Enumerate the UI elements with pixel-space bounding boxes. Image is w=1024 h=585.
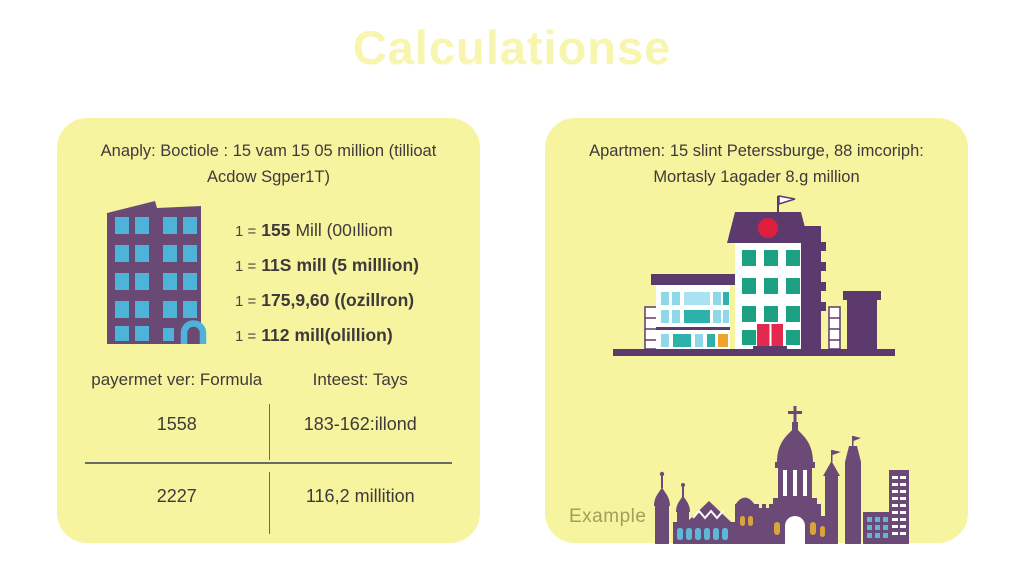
calc-item-3-rest: ((ozillron) <box>334 290 415 310</box>
calc-item-4-prefix: 1 = <box>235 328 257 345</box>
calc-item-2-value: 11S <box>261 255 292 275</box>
left-header-line2: Acdow Sgper1T) <box>207 168 330 186</box>
apartment-building-illustration <box>103 192 215 344</box>
table-row2-col2: 116,2 millition <box>305 486 415 506</box>
city-skyline-illustration <box>639 404 909 544</box>
table-row <box>85 414 452 435</box>
table-header-formula: payermet ver: Formula <box>91 370 263 389</box>
table-header-interest: Inteest: Tays <box>312 370 408 389</box>
page-title: Calculationse <box>352 21 672 74</box>
calc-item-2 <box>235 255 419 276</box>
calc-item-1-value: 155 <box>261 220 291 240</box>
right-panel <box>545 118 968 543</box>
example-label: Example <box>569 506 647 527</box>
right-header-line1: Apartmen: 15 slint Peterssburge, 88 imcoriph: <box>589 142 924 160</box>
apartment-complex-illustration <box>601 186 906 364</box>
calc-list <box>235 220 419 346</box>
right-header-line2: Mortasly 1agader 8.g million <box>653 168 860 186</box>
table-horizontal-divider <box>85 462 452 464</box>
table-row1-col2: 183-162:illond <box>303 414 417 434</box>
table-row2-col1: 2227 <box>156 486 197 506</box>
calc-item-1-prefix: 1 = <box>235 223 257 240</box>
table-header-row <box>85 370 452 390</box>
calc-item-3 <box>235 290 419 311</box>
right-panel-header <box>555 138 958 190</box>
calc-item-2-rest: mill (5 milllion) <box>296 255 419 275</box>
calc-item-3-prefix: 1 = <box>235 293 257 310</box>
left-panel <box>57 118 480 543</box>
calc-item-3-value: 175,9,60 <box>261 290 330 310</box>
calc-item-1-rest: Mill (00ılliom <box>295 220 393 240</box>
calc-item-2-prefix: 1 = <box>235 258 257 275</box>
left-panel-header <box>67 138 470 190</box>
calc-item-1 <box>235 220 419 241</box>
payment-table <box>85 370 452 535</box>
table-row <box>85 486 452 507</box>
left-header-line1: Anaply: Boctiole : 15 vam 15 05 million (tillioat <box>100 142 437 160</box>
table-row1-col1: 1558 <box>156 414 197 434</box>
calc-item-4-value: 112 <box>261 325 290 345</box>
calc-item-4-rest: mill(olillion) <box>294 325 393 345</box>
calc-item-4 <box>235 325 419 346</box>
